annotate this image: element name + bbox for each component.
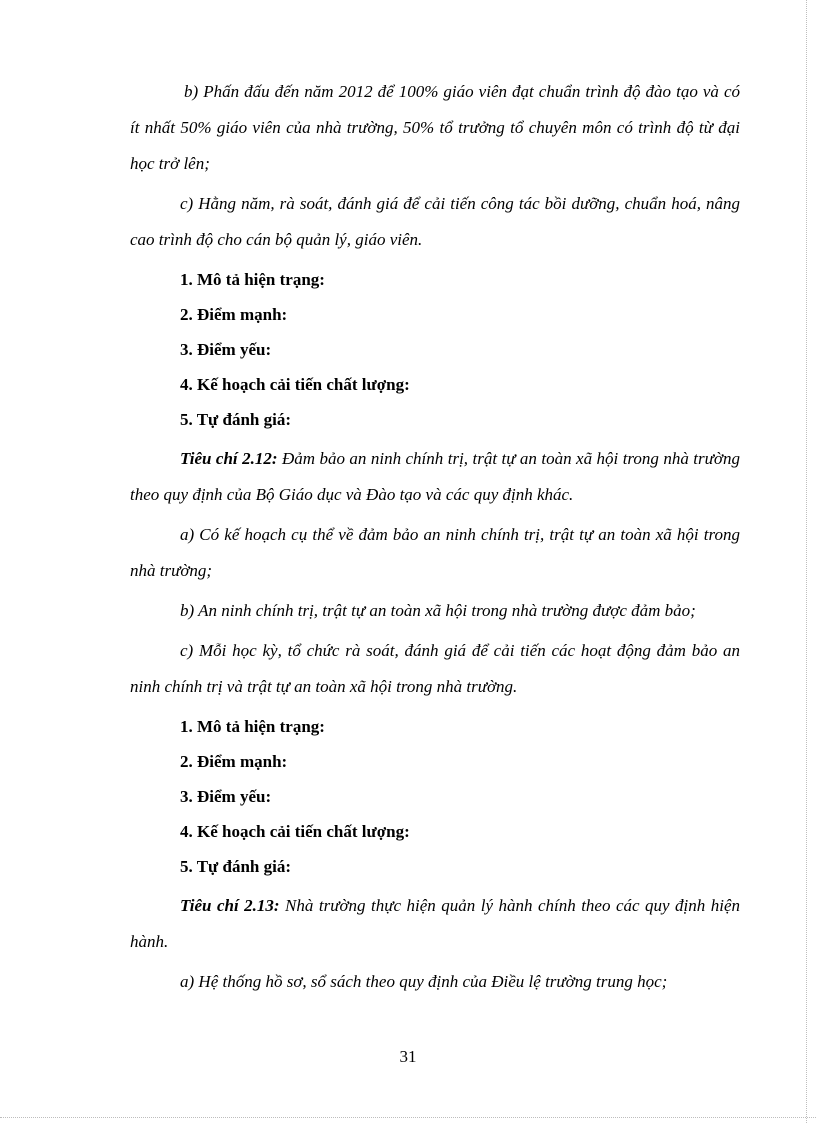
paragraph-item-b: b) Phấn đấu đến năm 2012 để 100% giáo viên đạt chuẩn trình độ đào tạo và có ít nhất 50% giáo viên của nhà trường, 50% tổ trưởng tổ chuyên môn có trình độ từ đại học trở lên; xyxy=(130,82,740,173)
heading-current-status: 1. Mô tả hiện trạng: xyxy=(180,717,325,736)
criterion-2-13-item-a: a) Hệ thống hồ sơ, sổ sách theo quy định của Điều lệ trường trung học; xyxy=(180,972,668,991)
heading-self-assessment: 5. Tự đánh giá: xyxy=(180,857,291,876)
heading-improvement-plan: 4. Kế hoạch cải tiến chất lượng: xyxy=(180,375,410,394)
criterion-2-12-item-a: a) Có kế hoạch cụ thể về đảm bảo an ninh chính trị, trật tự an toàn xã hội trong nhà trường; xyxy=(130,525,740,580)
criterion-2-12-item-c: c) Mỗi học kỳ, tổ chức rà soát, đánh giá để cải tiến các hoạt động đảm bảo an ninh chính trị và trật tự an toàn xã hội trong nhà trường. xyxy=(130,641,740,696)
criterion-2-12-label: Tiêu chí 2.12: xyxy=(180,449,278,468)
page-number: 31 xyxy=(399,1047,417,1066)
heading-weaknesses: 3. Điểm yếu: xyxy=(180,787,272,806)
heading-strengths: 2. Điểm mạnh: xyxy=(180,305,288,324)
heading-current-status: 1. Mô tả hiện trạng: xyxy=(180,270,325,289)
heading-self-assessment: 5. Tự đánh giá: xyxy=(180,410,291,429)
criterion-2-13 xyxy=(130,888,740,960)
criterion-2-12-item-b: b) An ninh chính trị, trật tự an toàn xã hội trong nhà trường được đảm bảo; xyxy=(180,601,696,620)
evaluation-headings-group-1 xyxy=(130,262,740,437)
heading-strengths: 2. Điểm mạnh: xyxy=(180,752,288,771)
criterion-2-12 xyxy=(130,441,740,513)
paragraph-item-c: c) Hằng năm, rà soát, đánh giá để cải tiến công tác bồi dưỡng, chuẩn hoá, nâng cao trình độ cho cán bộ quản lý, giáo viên. xyxy=(130,194,740,249)
criterion-2-13-label: Tiêu chí 2.13: xyxy=(180,896,280,915)
heading-improvement-plan: 4. Kế hoạch cải tiến chất lượng: xyxy=(180,822,410,841)
evaluation-headings-group-2 xyxy=(130,709,740,884)
heading-weaknesses: 3. Điểm yếu: xyxy=(180,340,272,359)
document-body xyxy=(130,74,740,1004)
page-border-bottom xyxy=(0,1117,816,1118)
page-border-right xyxy=(806,0,807,1123)
criterion-2-13-text: Nhà trường thực hiện quản lý hành chính theo các quy định hiện hành. xyxy=(130,896,740,951)
criterion-2-12-text: Đảm bảo an ninh chính trị, trật tự an toàn xã hội trong nhà trường theo quy định của Bộ Giáo dục và Đào tạo và các quy định khác. xyxy=(130,449,740,504)
